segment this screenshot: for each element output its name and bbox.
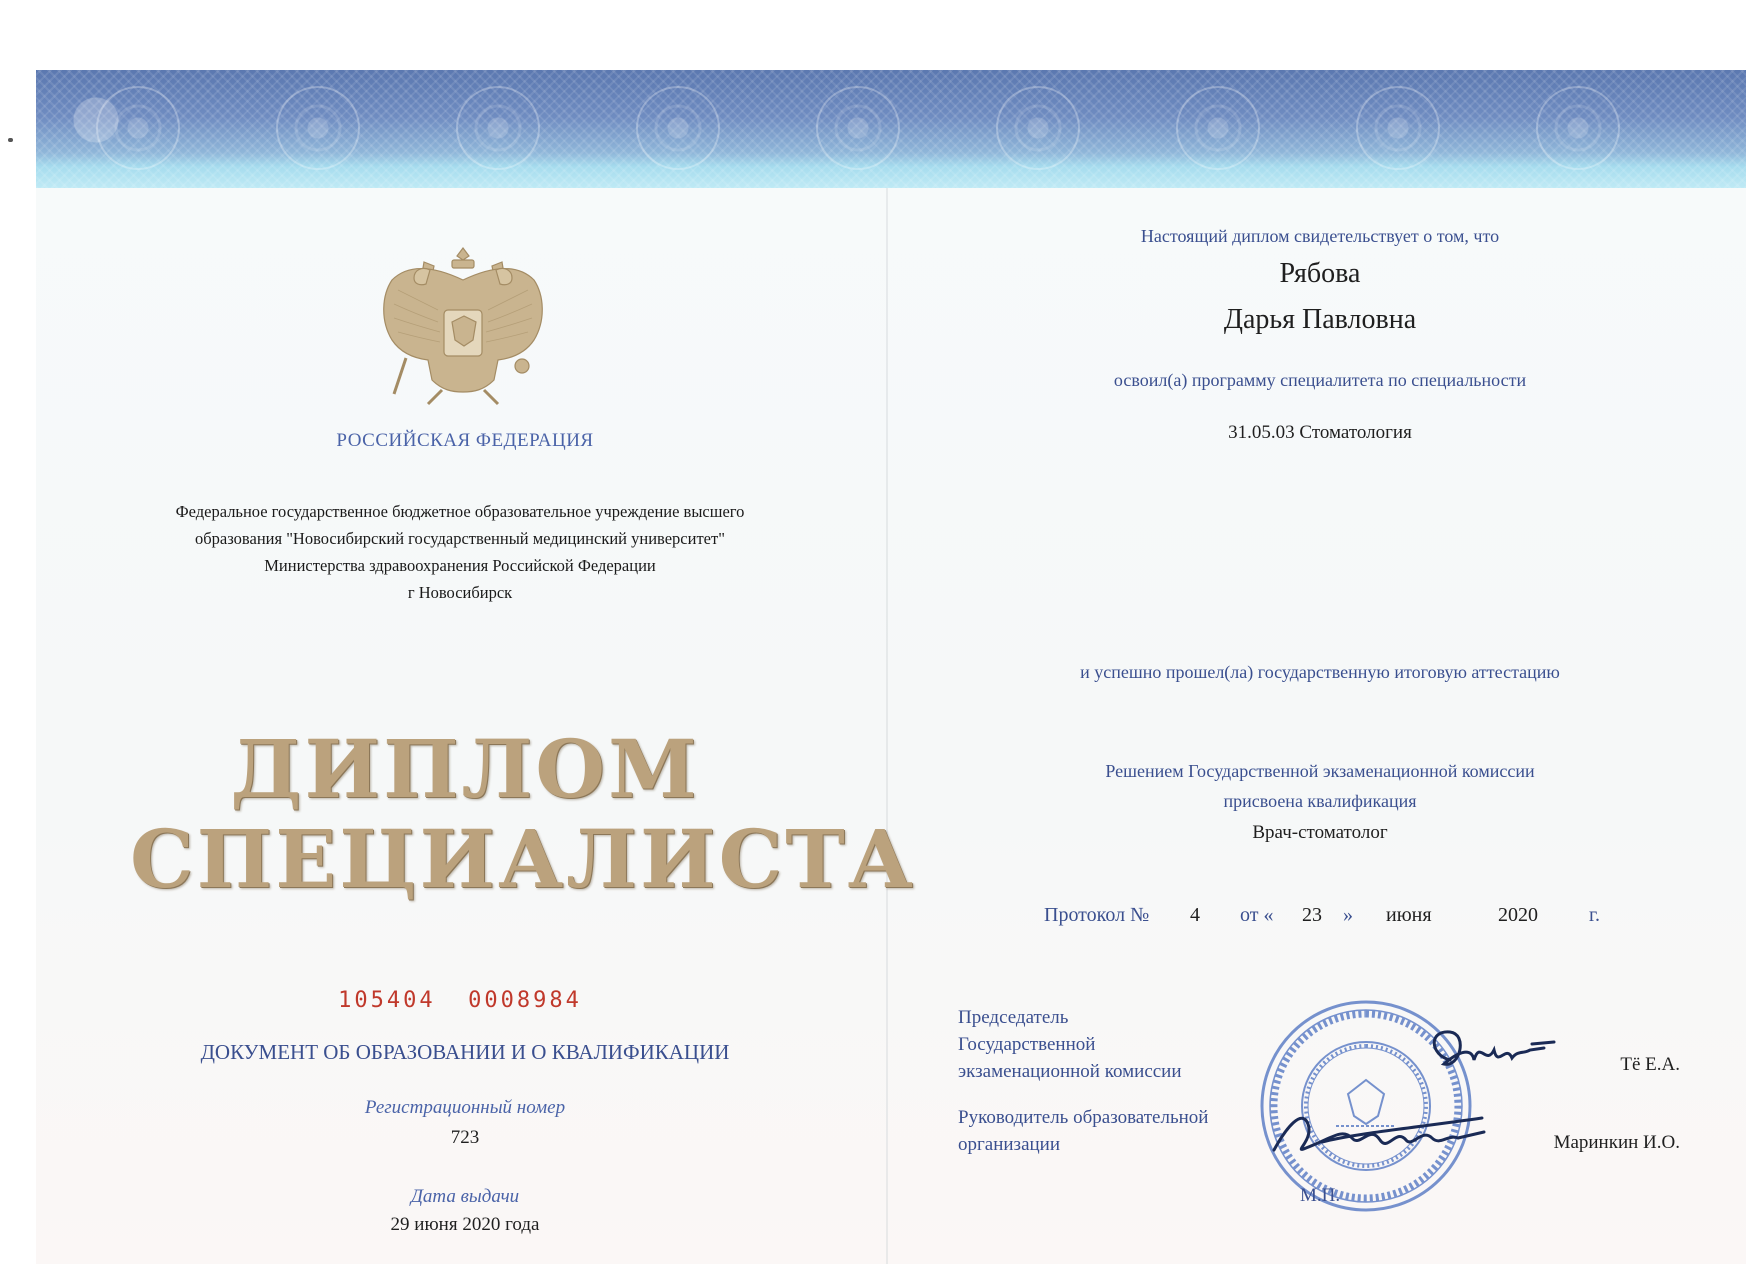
institution-line: Федеральное государственное бюджетное образовательное учреждение высшего — [175, 502, 745, 521]
specialty: 31.05.03 Стоматология — [1228, 422, 1412, 443]
protocol-label: Протокол № — [1044, 904, 1150, 926]
diploma-serial-number: 105404 0008984 — [338, 988, 582, 1013]
signature-icon — [1262, 1098, 1492, 1168]
rector-title-line: Руководитель образовательной — [958, 1107, 1209, 1128]
protocol-number: 4 — [1190, 904, 1200, 926]
graduate-surname: Рябова — [1279, 258, 1361, 289]
protocol-year: 2020 — [1498, 904, 1538, 926]
diploma-title-line2: СПЕЦИАЛИСТА — [130, 812, 916, 906]
protocol-year-suffix: г. — [1589, 904, 1600, 926]
page-fold — [886, 188, 888, 1264]
chair-name: Тё Е.А. — [1620, 1054, 1680, 1075]
protocol-date-open: от « — [1240, 904, 1274, 926]
band-rosette — [276, 86, 360, 170]
band-rosette — [96, 86, 180, 170]
band-rosette — [996, 86, 1080, 170]
band-rosette — [456, 86, 540, 170]
document-type: ДОКУМЕНТ ОБ ОБРАЗОВАНИИ И О КВАЛИФИКАЦИИ — [200, 1040, 730, 1064]
commission-decision — [1000, 756, 1640, 816]
decision-line: присвоена квалификация — [1223, 791, 1417, 811]
country-name: РОССИЙСКАЯ ФЕДЕРАЦИЯ — [336, 430, 594, 451]
band-rosette — [816, 86, 900, 170]
rector-title-line: организации — [958, 1134, 1061, 1155]
chair-title-line: Председатель — [958, 1007, 1069, 1028]
issue-date-label: Дата выдачи — [410, 1186, 520, 1207]
signature-icon — [1420, 1020, 1560, 1080]
stamp-place-mark: М.П. — [1300, 1185, 1341, 1206]
rector-name: Маринкин И.О. — [1553, 1132, 1680, 1153]
issue-date: 29 июня 2020 года — [390, 1214, 540, 1235]
chair-title — [958, 1004, 1248, 1085]
graduate-name: Дарья Павловна — [1223, 304, 1417, 335]
protocol-date-close: » — [1343, 904, 1353, 926]
diploma-title-line1: ДИПЛОМ — [230, 722, 700, 816]
decorative-band — [36, 70, 1746, 188]
qualification: Врач-стоматолог — [1252, 822, 1388, 843]
institution-line: Министерства здравоохранения Российской Федерации — [264, 556, 656, 575]
band-rosette — [1356, 86, 1440, 170]
scan-speck — [8, 138, 13, 142]
chair-title-line: Государственной — [958, 1034, 1096, 1055]
certifies-text: Настоящий диплом свидетельствует о том, что — [1140, 226, 1500, 246]
double-headed-eagle-emblem-icon — [372, 240, 554, 415]
band-rosette — [1536, 86, 1620, 170]
band-rosette — [1176, 86, 1260, 170]
registration-label: Регистрационный номер — [364, 1097, 566, 1118]
attestation-text: и успешно прошел(ла) государственную итоговую аттестацию — [1080, 662, 1560, 682]
institution-block — [110, 498, 810, 606]
registration-number: 723 — [450, 1127, 480, 1148]
rector-title — [958, 1104, 1258, 1158]
program-text: освоил(а) программу специалитета по специальности — [1113, 370, 1527, 390]
protocol-month: июня — [1386, 904, 1432, 926]
protocol-day: 23 — [1302, 904, 1322, 926]
decision-line: Решением Государственной экзаменационной комиссии — [1105, 761, 1535, 781]
institution-line: образования "Новосибирский государственный медицинский университет" — [195, 529, 725, 548]
institution-city: г Новосибирск — [407, 583, 513, 602]
chair-title-line: экзаменационной комиссии — [958, 1061, 1182, 1082]
band-rosette — [636, 86, 720, 170]
